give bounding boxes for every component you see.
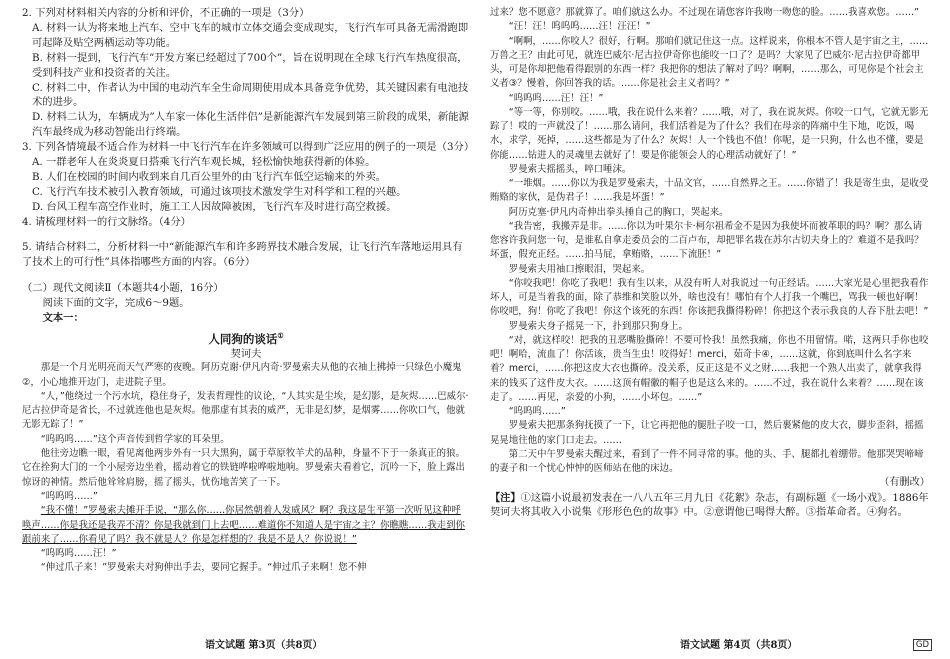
left-page-footer: 语文试题 第3页（共8页） [205,640,323,651]
story-paragraph: “我告密，我搬弄是非。……你以为叶果尔卡·柯尔祖希金不是因为我使坏而被革职的吗？啊？那么请您容许我问您一句，是谁私自拿走委员会的二百卢布，却把罪名栽在苏尔古切夫身上的？难道不是我吗？坏蛋，假充正经。……拍马屁，拿贿赂，……下流胚！” [490,220,924,261]
story-paragraph: “呜呜呜……汪！汪！” [508,92,604,104]
story-paragraph: “等一等，你别咬。……哦，我在说什么来着？……哦，对了，我在说灰烬。你咬一口气，它就无影无踪了！哎的一声就没了！……那么请问，我们活着是为了什么？我们在母亲的阵痛中生下地，吃饭，喝水，求学，死掉，……这些都是为了什么？灰烬！人一个钱也不值！你呢，是一只狗，什么也不懂，要是你能……钻进人的灵魂里去就好了！要是你能领会人的心理活动就好了！” [490,106,929,161]
story-paragraph: “啊啊，……你咬人？很好，行啊。那咱们就记住这一点。这样说来，你根本不管人是宇宙之主，……万兽之王？由此可见，就连巴威尔·尼古拉伊奇你也能咬一口了？是吗？大家见了巴威尔·尼古拉伊奇都甲头，可是你却把他看得跟别的东西一样？我把你的想法了解对了吗？啊啊，……那么，可见你是个社会主义者③？慢着，你回答我的话。……你是社会主义者吗？” [490,35,929,90]
story-paragraph: 罗曼索夫用袖口擦眼泪，哭起来。 [508,263,651,275]
story-paragraph: 过来？您不愿意？那就算了。咱们就这么办。不过现在请您容许我吻一吻您的脸。……我喜欢您。……” [490,7,920,18]
story-paragraph: 罗曼索夫把那条狗抚摸了一下，让它再把他的腿肚子咬一口，然后裹紧他的皮大衣，脚步歪斜，摇摇晃晃地往他的家门口走去。…… [490,420,924,446]
story-paragraph: 阿历克塞·伊凡内奇伸出拳头捶自己的胸口，哭起来。 [508,206,729,218]
question-3: 3. 下列各情境最不适合作为材料一中飞行汽车在许多领域可以得到广泛应用的例子的一项是（3分） [22,141,475,154]
q2-option-b: B. 材料一提到，飞行汽车”开发方案已经超过了700个”，旨在说明现在全球飞行汽车热度很高，受到科技产业和投资者的关注。 [32,51,468,79]
story-title: 人同狗的谈话① [208,331,284,347]
q3-option-d: D. 台风工程车高空作业时，施工工人因故障被困，飞行汽车及时进行高空救援。 [32,200,397,213]
section-heading: （二）现代文阅读Ⅱ（本题共4小题，16分） [22,282,224,295]
title-note-mark: ① [277,331,284,341]
story-paragraph: “呜呜呜……汪！” [40,548,117,560]
story-paragraph: 罗曼索夫摇摇头，啐口唾沫。 [508,163,632,175]
story-paragraph: “呜呜呜……” [508,406,566,417]
q2-option-d: D. 材料二认为，车辆成为”人车家一体化生活伴侣”是新能源汽车发展到第三阶段的成果，新能源汽车最终成为移动智能出行终端。 [32,111,469,139]
q3-option-a: A. 一群老年人在炎炎夏日搭乘飞行汽车观长城，轻松愉快地获得新的体验。 [32,156,376,169]
story-paragraph: “一堆烟。……你以为我是罗曼索夫，十品文官，……自然界之王。……你错了！我是寄生虫，是收受贿赂的家伙，是伪君子！……我是坏蛋！” [490,178,929,204]
q3-option-b: B. 人们在校园的时间内收到来自几百公里外的由飞行汽车低空运输来的外卖。 [32,170,386,183]
note-text: ①这篇小说最初发表在一八八五年三月九日《花絮》杂志，有副标题《一场小戏》。1886年契诃夫将其收入小说集《形形色色的故事》中。②意谓他已喝得大醉。③指革命者。④狗名。 [490,492,929,519]
underlined-story-paragraph: “我不懂！”罗曼索夫摊开手说，“那么你……你居然朝着人发威风？啊？我这是生平第一次听见这种呼唤声……你是我还是我弄不清？你是我就到门上去吧……难道你不知道人是宇宙之主？你瞧瞧……我走到你跟前来了……你看见了吗？我不就是人？你是怎样想的？我是不是人？你说说！” [22,505,465,545]
story-paragraph: “汪！汪！呜呜呜……汪！汪汪！” [508,21,651,33]
footnotes [490,491,930,521]
story-paragraph: “对，就这样咬！把我的丑恶嘴脸撕碎！不要可怜我！虽然我痛，你也不用留情。喏，这两只手你也咬吧！啊哈，流血了！你活该，贵当生虫！咬得好！merci，茹奇卡④，……这就，你到底叫什么名字来着？merci，……你把这皮大衣也撕碎。没关系，反正这是不义之财……我把一个熟人出卖了，就拿我得来的钱买了这件皮大衣。……这顶有帽徽的帽子也是这么来的。……不过，我在说什么来着？……现在该走了。……再见，亲爱的小狗，……小坏包。……” [490,334,929,403]
source-note: （有删改） [879,477,930,489]
q3-option-c: C. 飞行汽车技术被引入教育领域，可通过该项技术激发学生对科学和工程的兴趣。 [32,185,407,198]
section-instruction: 阅读下面的文字，完成6～9题。 [42,297,190,310]
story-paragraph: 那是一个月光明亮而天气严寒的夜晚。阿历克谢·伊凡内奇·罗曼索夫从他的衣袖上拂掉一只绿色小魔鬼②，小心地推开边门，走进院子里。 [22,362,462,388]
question-4: 4. 请梳理材料一的行文脉络。（4分） [22,215,191,228]
text-label: 文本一： [42,312,84,325]
q2-option-c: C. 材料二中，作者认为中国的电动汽车全生命周期使用成本具备竞争优势，其关键因素有电池技术的进步。 [32,81,469,109]
question-2: 2. 下列对材料相关内容的分析和评价，不正确的一项是（3分） [22,7,310,19]
story-paragraph: “伸过爪子来！”罗曼索夫对狗伸出手去，要同它握手。“伸过爪子来啊！您不伸 [40,562,367,574]
story-paragraph: 他往旁边瞧一眼，看见离他两步外有一只大黑狗，属于草原牧羊犬的品种，身量不下于一条真正的狼。它在拴狗大门的一个小屋旁边坐着，摇动着它的铁链哗啦哗啦地响。罗曼索夫看着它，沉吟一下，脸上露出惊讶的神情。然后他耸耸肩膀，摇了摇头，忧伤地苦笑了一下。 [22,448,465,488]
q2-option-a: A. 材料一认为将来地上汽车、空中飞车的城市立体交通会变成现实，飞行汽车可具备无需滑跑即可起降及贴空两栖运动等功能。 [32,21,469,49]
right-page-footer: 语文试题 第4页（共8页） [680,640,798,651]
right-page [490,6,930,659]
story-paragraph: “你咬我吧！你吃了我吧！我有生以来，从没有听人对我说过一句正经话。……大家光是心里把我看作坏人，可是当着我的面，除了恭维和笑脸以外，啥也没有！哪怕有个人打我一个嘴巴，骂我一顿也好啊！你咬吧，狗！你吃了我吧！你这个该死的东西！你该把我撕得粉碎！你把这个表示我良的人吞下肚去吧！” [490,277,929,318]
note-label: 【注】 [490,491,521,504]
story-paragraph: “呜呜呜……”这个声音传到哲学家的耳朵里。 [40,433,230,445]
story-paragraph: 第二天中午罗曼索夫醒过来，看到了一件不同寻常的事。他的头、手、腿都扎着绷带。他那哭哭啼啼的妻子和一个忧心忡忡的医师站在他的床边。 [490,448,924,474]
left-page [22,6,475,659]
question-5: 5. 请结合材料二，分析材料一中“新能源汽车和许多跨界技术融合发展，让飞行汽车落地运用具有了技术上的可行性”具体指哪些方面的内容。（6分） [22,240,463,268]
story-paragraph: “人，”他绕过一个污水坑，稳住身子，发表哲理性的议论，“人其实是尘埃，是幻影，是灰烬……巴威尔·尼古拉伊奇是省长，不过就连他也是灰烬。他那虚有其表的威严，无非是幻梦，是烟雾……你吹口气，他就无影无踪了！” [22,390,469,431]
exam-code-badge: GD [913,639,932,651]
story-paragraph: “呜呜呜……” [40,490,98,502]
story-author: 契诃夫 [230,348,262,361]
story-paragraph: 罗曼索夫身子摇晃一下，扑到那只狗身上。 [508,320,688,332]
